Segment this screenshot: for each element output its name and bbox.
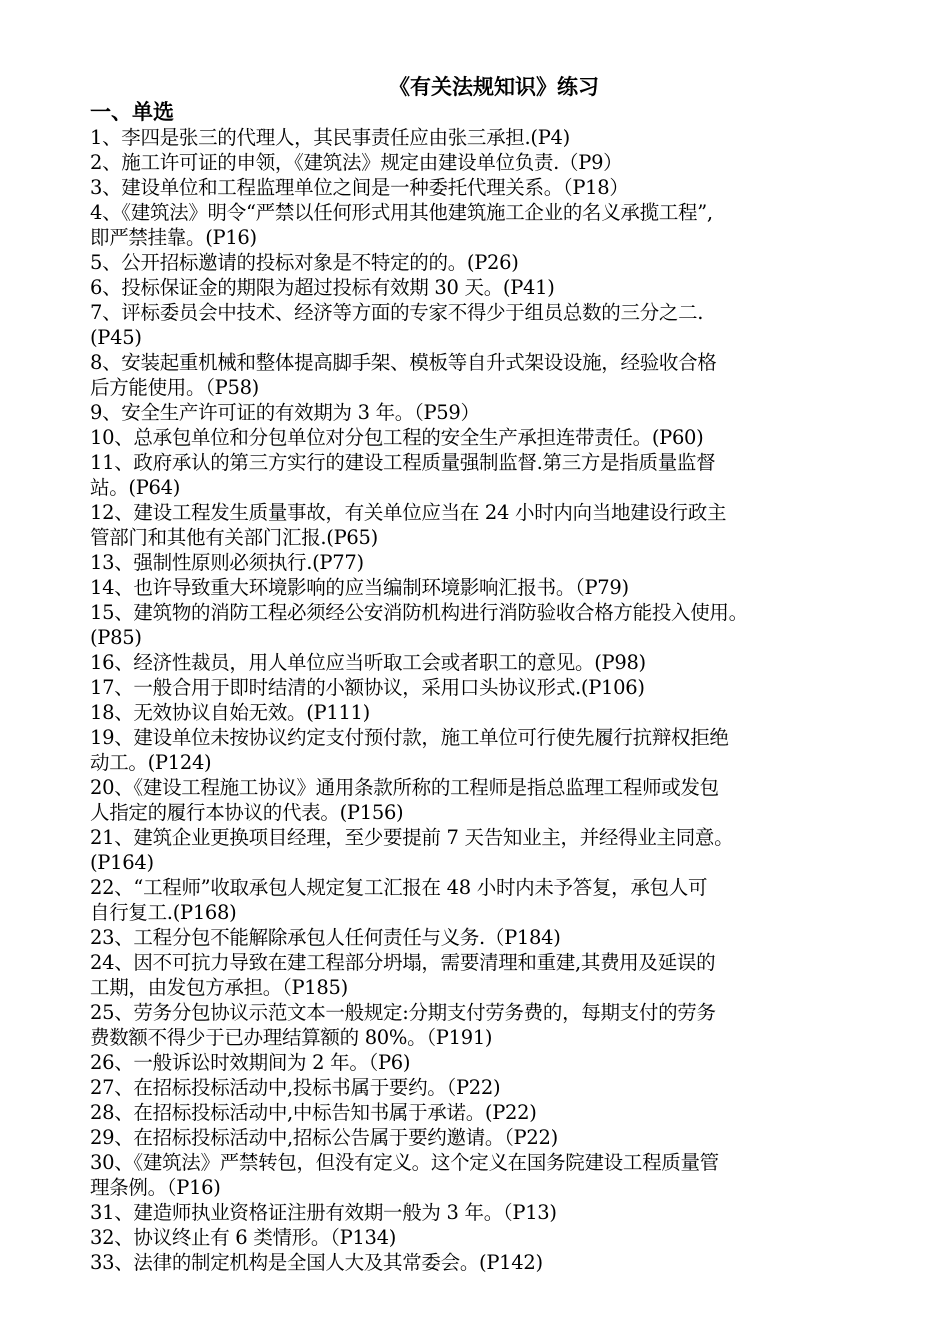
list-item <box>90 950 890 1000</box>
list-item <box>90 1125 890 1150</box>
list-item-line: 31、建造师执业资格证注册有效期一般为 3 年。（P13) <box>90 1201 557 1224</box>
list-item-line: 2、施工许可证的申领，《建筑法》规定由建设单位负责.（P9） <box>90 151 623 174</box>
list-item-line: 6、投标保证金的期限为超过投标有效期 30 天。(P41) <box>90 276 555 299</box>
list-item <box>90 1100 890 1125</box>
list-item-line: 9、安全生产许可证的有效期为 3 年。（P59） <box>90 401 480 424</box>
document-page <box>90 74 890 1275</box>
list-item-line: 3、建设单位和工程监理单位之间是一种委托代理关系。（P18） <box>90 176 629 199</box>
list-item <box>90 400 890 425</box>
list-item <box>90 450 890 500</box>
list-item <box>90 150 890 175</box>
list-item-line: 22、“工程师”收取承包人规定复工汇报在 48 小时内未予答复，承包人可 <box>90 876 708 899</box>
list-item <box>90 700 890 725</box>
list-item <box>90 675 890 700</box>
list-item-line: 20、《建设工程施工协议》通用条款所称的工程师是指总监理工程师或发包 <box>90 776 719 799</box>
list-item-line: 14、也许导致重大环境影响的应当编制环境影响汇报书。（P79) <box>90 576 629 599</box>
list-item-line: 28、在招标投标活动中,中标告知书属于承诺。(P22) <box>90 1101 537 1124</box>
list-item-line: 理条例。（P16) <box>90 1176 221 1199</box>
list-item <box>90 925 890 950</box>
list-item-line: 33、法律的制定机构是全国人大及其常委会。(P142) <box>90 1251 543 1274</box>
document-title: 《有关法规知识》练习 <box>389 74 599 99</box>
list-item-line: 19、建设单位未按协议约定支付预付款，施工单位可行使先履行抗辩权拒绝 <box>90 726 729 749</box>
list-item <box>90 1250 890 1275</box>
list-item-line: 12、建设工程发生质量事故，有关单位应当在 24 小时内向当地建设行政主 <box>90 501 727 524</box>
list-item-line: 5、公开招标邀请的投标对象是不特定的的。(P26) <box>90 251 519 274</box>
list-item-line: 13、强制性原则必须执行.(P77) <box>90 551 364 574</box>
list-item <box>90 250 890 275</box>
list-item-line: 10、总承包单位和分包单位对分包工程的安全生产承担连带责任。(P60) <box>90 426 704 449</box>
list-item-line: (P85) <box>90 626 142 649</box>
list-item-line: 17、一般合用于即时结清的小额协议，采用口头协议形式.(P106) <box>90 676 645 699</box>
list-item-line: (P164) <box>90 851 154 874</box>
list-item-line: 管部门和其他有关部门汇报.(P65) <box>90 526 378 549</box>
list-item-line: 18、无效协议自始无效。(P111) <box>90 701 370 724</box>
list-item <box>90 350 890 400</box>
list-item <box>90 125 890 150</box>
list-item <box>90 275 890 300</box>
list-item-line: 11、政府承认的第三方实行的建设工程质量强制监督.第三方是指质量监督 <box>90 451 716 474</box>
list-item-line: 1、李四是张三的代理人，其民事责任应由张三承担.(P4) <box>90 126 570 149</box>
list-item-line: 15、建筑物的消防工程必须经公安消防机构进行消防验收合格方能投入使用。 <box>90 601 748 624</box>
list-item <box>90 825 890 875</box>
list-item <box>90 1075 890 1100</box>
list-item-line: 自行复工.(P168) <box>90 901 237 924</box>
list-item <box>90 575 890 600</box>
list-item <box>90 1150 890 1200</box>
list-item-line: 29、在招标投标活动中,招标公告属于要约邀请。（P22) <box>90 1126 558 1149</box>
list-item-line: 21、建筑企业更换项目经理，至少要提前 7 天告知业主，并经得业主同意。 <box>90 826 734 849</box>
list-item <box>90 1000 890 1050</box>
list-item-line: 32、协议终止有 6 类情形。（P134) <box>90 1226 397 1249</box>
list-item-line: 30、《建筑法》严禁转包，但没有定义。这个定义在国务院建设工程质量管 <box>90 1151 719 1174</box>
list-item-line: 后方能使用。（P58) <box>90 376 259 399</box>
list-item <box>90 425 890 450</box>
list-item <box>90 1200 890 1225</box>
list-item-line: 人指定的履行本协议的代表。(P156) <box>90 801 404 824</box>
list-item-line: 24、因不可抗力导致在建工程部分坍塌，需要清理和重建,其费用及延误的 <box>90 951 716 974</box>
list-item <box>90 175 890 200</box>
list-item <box>90 775 890 825</box>
list-item-line: 工期，由发包方承担。（P185) <box>90 976 348 999</box>
list-item-line: 26、一般诉讼时效期间为 2 年。（P6) <box>90 1051 411 1074</box>
list-item <box>90 1050 890 1075</box>
list-item-line: 站。(P64) <box>90 476 181 499</box>
list-item-line: (P45) <box>90 326 142 349</box>
list-item-line: 动工。(P124) <box>90 751 212 774</box>
list-item-line: 8、安装起重机械和整体提高脚手架、模板等自升式架设设施，经验收合格 <box>90 351 717 374</box>
list-item-line: 16、经济性裁员，用人单位应当听取工会或者职工的意见。(P98) <box>90 651 646 674</box>
list-item-line: 费数额不得少于已办理结算额的 80%。（P191) <box>90 1026 493 1049</box>
list-item <box>90 300 890 350</box>
list-item <box>90 200 890 250</box>
list-item <box>90 550 890 575</box>
list-item-line: 25、劳务分包协议示范文本一般规定:分期支付劳务费的，每期支付的劳务 <box>90 1001 716 1024</box>
list-item <box>90 500 890 550</box>
list-item <box>90 875 890 925</box>
list-item <box>90 600 890 650</box>
list-item-line: 23、工程分包不能解除承包人任何责任与义务.（P184) <box>90 926 561 949</box>
section-heading: 一、单选 <box>90 100 174 124</box>
list-item-line: 27、在招标投标活动中,投标书属于要约。（P22) <box>90 1076 501 1099</box>
list-item-line: 7、评标委员会中技术、经济等方面的专家不得少于组员总数的三分之二. <box>90 301 704 324</box>
list-item-line: 即严禁挂靠。(P16) <box>90 226 257 249</box>
list-item <box>90 725 890 775</box>
list-item <box>90 650 890 675</box>
question-list <box>90 125 890 1275</box>
list-item-line: 4、《建筑法》明令“严禁以任何形式用其他建筑施工企业的名义承揽工程”, <box>90 201 713 224</box>
list-item <box>90 1225 890 1250</box>
